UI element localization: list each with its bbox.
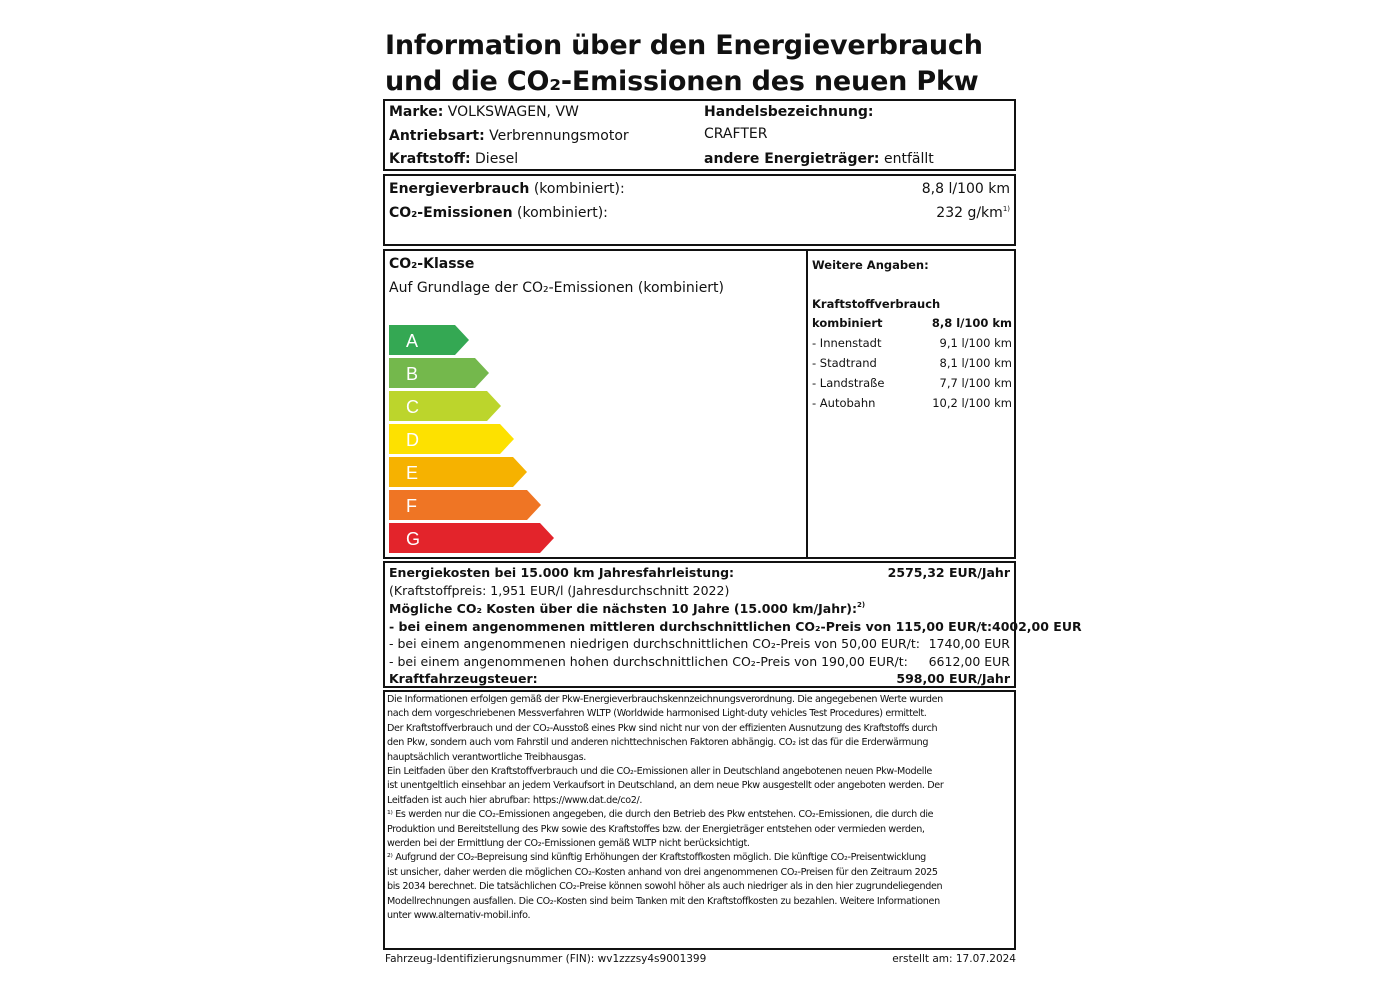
co2-cost-mid-row bbox=[389, 618, 1082, 636]
energy-value: 8,8 l/100 km bbox=[921, 181, 1010, 197]
energy-cost-row bbox=[389, 564, 1010, 582]
weitere-row-kombiniert bbox=[812, 313, 1012, 333]
energy-cost-label: Energiekosten bei 15.000 km Jahresfahrleistung: bbox=[389, 565, 735, 580]
weitere-row-value: 8,1 l/100 km bbox=[939, 356, 1012, 370]
page-title bbox=[385, 28, 983, 100]
co2-class-box bbox=[383, 249, 1016, 559]
marke-row bbox=[389, 101, 579, 124]
class-arrow-a bbox=[389, 325, 469, 355]
antrieb-row bbox=[389, 125, 629, 148]
tax-label: Kraftfahrzeugsteuer: bbox=[389, 671, 538, 686]
price-note-row bbox=[389, 582, 1010, 600]
co2-cost-mid-value: 4002,00 EUR bbox=[992, 619, 1082, 634]
class-letter-e: E bbox=[406, 463, 419, 483]
weitere-row-value: 8,8 l/100 km bbox=[931, 316, 1012, 330]
weitere-row-innenstadt bbox=[812, 333, 1012, 353]
class-arrow-b-shape bbox=[389, 358, 489, 388]
weitere-row-landstrasse bbox=[812, 373, 1012, 393]
energy-cost-value: 2575,32 EUR/Jahr bbox=[887, 565, 1010, 580]
consumption-box bbox=[383, 174, 1016, 246]
co2-cost-heading-row bbox=[389, 600, 1010, 618]
energy-row bbox=[389, 178, 1010, 201]
co2-suffix: (kombiniert): bbox=[517, 205, 608, 221]
info-text bbox=[387, 693, 1014, 924]
energy-suffix: (kombiniert): bbox=[533, 181, 625, 197]
class-letter-f: F bbox=[406, 496, 417, 516]
co2-cost-mid-label: - bei einem angenommenen mittleren durchschnittlichen CO₂-Preis von 115,00 EUR/t: bbox=[389, 619, 993, 634]
info-line: werden bei der Ermittlung der CO₂-Emissionen gemäß WLTP nicht berücksichtigt. bbox=[387, 838, 750, 850]
created-date: erstellt am: 17.07.2024 bbox=[892, 953, 1016, 965]
kraftstoff-label: Kraftstoff: bbox=[389, 151, 471, 167]
title-line-2: und die CO₂-Emissionen des neuen Pkw bbox=[385, 66, 979, 97]
tax-row bbox=[389, 670, 1010, 688]
class-arrow-c bbox=[389, 391, 501, 421]
class-letter-d: D bbox=[406, 430, 419, 450]
co2-cost-low-row bbox=[389, 635, 1010, 653]
costs-box bbox=[383, 561, 1082, 688]
weitere-row-autobahn bbox=[812, 393, 1012, 413]
marke-label: Marke: bbox=[389, 104, 444, 120]
co2-footnote: 1) bbox=[1002, 205, 1010, 213]
info-line: ¹⁾ Es werden nur die CO₂-Emissionen angegeben, die durch den Betrieb des Pkw entstehen. CO₂-Emissionen, die durch die bbox=[387, 809, 934, 821]
weitere-row-label: - Autobahn bbox=[812, 396, 876, 410]
info-box bbox=[383, 690, 1016, 950]
info-line: ist unsicher, daher werden die möglichen CO₂-Kosten anhand von drei angenommenen CO₂-Preisen für den Zeitraum 2025 bbox=[387, 866, 938, 878]
vehicle-info-box bbox=[383, 99, 1016, 171]
class-arrow-d bbox=[389, 424, 514, 454]
title-line-1: Information über den Energieverbrauch bbox=[385, 30, 983, 61]
weitere-row-value: 9,1 l/100 km bbox=[939, 336, 1012, 350]
co2-cost-high-value: 6612,00 EUR bbox=[928, 654, 1010, 669]
info-line: hauptsächlich verantwortliche Treibhausgas. bbox=[387, 751, 587, 763]
co2-row bbox=[389, 202, 1010, 225]
co2-cost-label: Mögliche CO₂ Kosten über die nächsten 10 Jahre (15.000 km/Jahr): bbox=[389, 601, 857, 616]
antrieb-label: Antriebsart: bbox=[389, 128, 485, 144]
co2-class-scale bbox=[389, 325, 569, 557]
kraftstoff-value: Diesel bbox=[475, 151, 519, 167]
info-line: Produktion und Bereitstellung des Pkw sowie des Kraftstoffes bzw. der Energieträger entstehen oder vermieden werden, bbox=[387, 823, 925, 835]
weitere-row-value: 10,2 l/100 km bbox=[932, 396, 1012, 410]
energy-label: Energieverbrauch bbox=[389, 181, 530, 197]
co2-cost-high-label: - bei einem angenommenen hohen durchschnittlichen CO₂-Preis von 190,00 EUR/t: bbox=[389, 654, 908, 669]
andere-label: andere Energieträger: bbox=[704, 151, 880, 167]
info-line: ²⁾ Aufgrund der CO₂-Bepreisung sind künftig Erhöhungen der Kraftstoffkosten möglich. Die künftige CO₂-Preisentwicklung bbox=[387, 852, 926, 864]
info-line: nach dem vorgeschriebenen Messverfahren WLTP (Worldwide harmonised Light-duty vehicles Test Procedures) ermittelt. bbox=[387, 708, 927, 720]
weitere-sub-heading: Kraftstoffverbrauch bbox=[812, 297, 941, 311]
antrieb-value: Verbrennungsmotor bbox=[489, 128, 629, 144]
weitere-row-stadtrand bbox=[812, 353, 1012, 373]
class-arrow-e bbox=[389, 457, 527, 487]
co2-value: 232 g/km bbox=[936, 205, 1003, 221]
info-line: Die Informationen erfolgen gemäß der Pkw-Energieverbrauchskennzeichnungsverordnung. Die angegebenen Werte wurden bbox=[387, 694, 943, 705]
andere-row bbox=[704, 148, 934, 171]
weitere-row-label: - Stadtrand bbox=[812, 356, 877, 370]
weitere-row-label: - Innenstadt bbox=[812, 336, 882, 350]
class-arrow-b bbox=[389, 358, 489, 388]
marke-value: VOLKSWAGEN, VW bbox=[447, 104, 579, 120]
weitere-heading: Weitere Angaben: bbox=[812, 258, 929, 272]
weitere-row-value: 7,7 l/100 km bbox=[939, 376, 1012, 390]
kraftstoff-row bbox=[389, 148, 518, 171]
weitere-row-label: kombiniert bbox=[812, 316, 883, 330]
info-line: Der Kraftstoffverbrauch und der CO₂-Ausstoß eines Pkw sind nicht nur von der effizienten Ausnutzung des Kraftstoffs durch bbox=[387, 722, 938, 734]
handel-value: CRAFTER bbox=[704, 126, 768, 142]
co2-cost-low-label: - bei einem angenommenen niedrigen durchschnittlichen CO₂-Preis von 50,00 EUR/t: bbox=[389, 636, 920, 651]
weitere-row-label: - Landstraße bbox=[812, 376, 885, 390]
class-letter-a: A bbox=[406, 331, 419, 351]
info-line: den Pkw, sondern auch vom Fahrstil und anderen nichttechnischen Faktoren abhängig. CO₂ ist das für die Erderwärmung bbox=[387, 737, 929, 749]
class-arrow-g bbox=[389, 523, 554, 553]
info-line: Leitfaden ist auch hier abrufbar: https://www.dat.de/co2/. bbox=[387, 794, 643, 806]
andere-value: entfällt bbox=[883, 151, 934, 167]
co2-cost-footnote: 2) bbox=[857, 601, 866, 609]
info-line: ist unentgeltlich einsehbar an jedem Verkaufsort in Deutschland, an dem neue Pkw ausgestellt oder angeboten werden. Der bbox=[387, 780, 944, 792]
class-letter-g: G bbox=[406, 529, 421, 549]
weitere-divider bbox=[806, 251, 808, 557]
co2-class-heading: CO₂-Klasse bbox=[389, 256, 475, 272]
price-note: (Kraftstoffpreis: 1,951 EUR/l (Jahresdurchschnitt 2022) bbox=[389, 583, 730, 598]
info-line: unter www.alternativ-mobil.info. bbox=[387, 910, 531, 922]
fin-text: Fahrzeug-Identifizierungsnummer (FIN): wv1zzzsy4s9001399 bbox=[385, 953, 707, 965]
class-letter-b: B bbox=[406, 364, 419, 384]
info-line: Ein Leitfaden über den Kraftstoffverbrauch und die CO₂-Emissionen aller in Deutschland angebotenen neuen Pkw-Modelle bbox=[387, 766, 932, 778]
info-line: bis 2034 berechnet. Die tatsächlichen CO₂-Preise können sowohl höher als auch niedriger als in den hier zugrundeliegenden bbox=[387, 881, 943, 893]
co2-class-subheading: Auf Grundlage der CO₂-Emissionen (kombiniert) bbox=[389, 280, 725, 296]
class-arrow-a-shape bbox=[389, 325, 469, 355]
info-line: Modellrechnungen ausfallen. Die CO₂-Kosten sind beim Tanken mit den Kraftstoffkosten zu bezahlen. Weitere Informationen bbox=[387, 895, 940, 907]
class-arrow-f bbox=[389, 490, 541, 520]
class-letter-c: C bbox=[406, 397, 419, 417]
co2-cost-high-row bbox=[389, 653, 1010, 671]
co2-cost-low-value: 1740,00 EUR bbox=[928, 636, 1010, 651]
co2-label: CO₂-Emissionen bbox=[389, 205, 513, 221]
tax-value: 598,00 EUR/Jahr bbox=[896, 671, 1010, 686]
handel-label: Handelsbezeichnung: bbox=[704, 104, 874, 120]
